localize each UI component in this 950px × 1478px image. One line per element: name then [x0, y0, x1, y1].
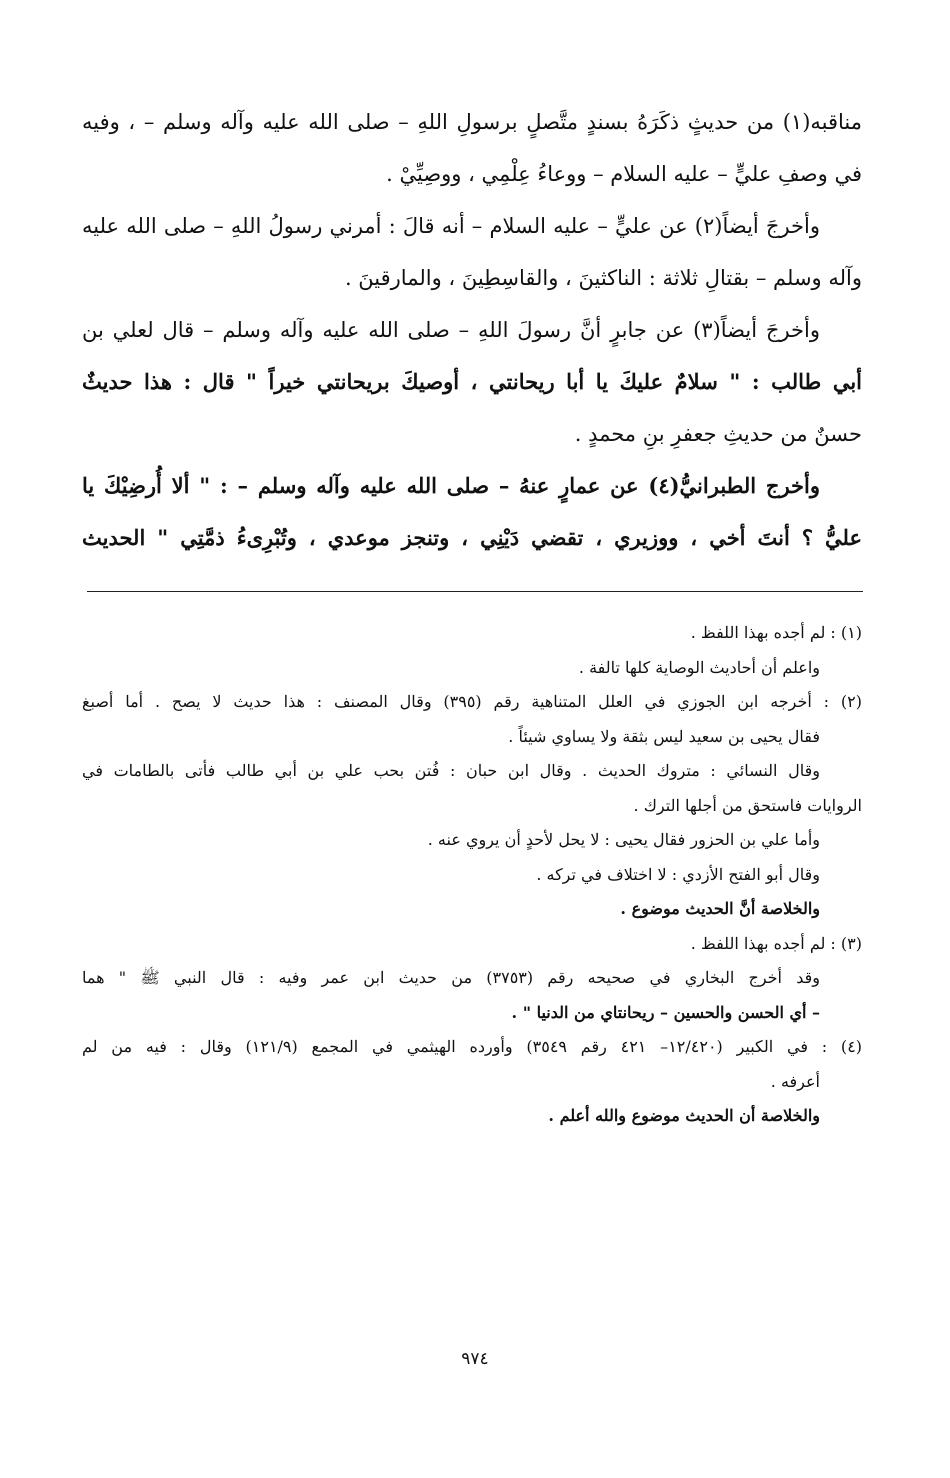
main-line-9 [82, 512, 862, 564]
footnote-line [82, 789, 862, 824]
footnote-line [82, 754, 862, 789]
main-text [82, 96, 862, 564]
footnote-line [82, 961, 862, 996]
main-line-3 [82, 200, 862, 252]
footnote-text: واعلم أن أحاديث الوصاية كلها تالفة . [578, 657, 820, 677]
line-text: وأخرجَ أيضاً(٣) عن جابرٍ أنَّ رسولَ اللهِ – صلى الله عليه وآله وسلم – قال لعلي بن [82, 318, 820, 342]
footnote-line [82, 996, 862, 1031]
main-line-5 [82, 304, 862, 356]
footnote-text: (٤) : في الكبير (١٢/٤٢٠– ٤٢١ رقم ٣٥٤٩) وأورده الهيثمي في المجمع (١٢١/٩) وقال : فيه من لم [82, 1037, 863, 1056]
footnote-line [82, 892, 862, 927]
line-text: عليُّ ؟ أنتَ أخي ، ووزيري ، تقضي دَيْنِي ، وتنجز موعدي ، وتُبْرِىءُ ذمَّتِي " الحديث [82, 525, 862, 550]
main-line-7 [82, 408, 862, 460]
footnote-text: والخلاصة أنَّ الحديث موضوع . [620, 899, 820, 918]
footnote-text: أعرفه . [770, 1071, 820, 1091]
footnote-text: وقال أبو الفتح الأزدي : لا اختلاف في تركه . [536, 864, 820, 884]
main-line-8 [82, 460, 862, 512]
footnote-line [82, 685, 862, 720]
footnote-text: وقد أخرج البخاري في صحيحه رقم (٣٧٥٣) من حديث ابن عمر وفيه : قال النبي ﷺ " هما [82, 968, 821, 987]
line-text: حسنٌ من حديثِ جعفرِ بنِ محمدٍ . [574, 422, 862, 446]
line-text: أبي طالب : " سلامٌ عليكَ يا أبا ريحانتي ، أوصيكَ بريحانتي خيراً " قال : هذا حديثٌ [82, 369, 862, 394]
footnote-line [82, 720, 862, 755]
line-text: وأخرج الطبرانيُّ(٤) عن عمارٍ عنهُ – صلى الله عليه وآله وسلم – : " ألا أُرضِيْكَ يا [82, 473, 820, 498]
footnote-line [82, 1099, 862, 1134]
line-text: وأخرجَ أيضاً(٢) عن عليٍّ – عليه السلام – أنه قالَ : أمرني رسولُ اللهِ – صلى الله عليه [82, 214, 820, 238]
footnote-text: فقال يحيى بن سعيد ليس بثقة ولا يساوي شيئاً . [508, 726, 820, 746]
footnote-line [82, 927, 862, 962]
footnote-line [82, 1030, 862, 1065]
footnote-text: وقال النسائي : متروك الحديث . وقال ابن حبان : فُتن بحب علي بن أبي طالب فأتى بالطامات في [82, 761, 820, 780]
footnote-line [82, 651, 862, 686]
footnote-text: (٣) : لم أجده بهذا اللفظ . [690, 933, 862, 953]
footnote-divider [87, 591, 863, 592]
line-text: في وصفِ عليٍّ – عليه السلام – ووعاءُ عِلْمِي ، ووصِيِّيْ . [386, 162, 862, 186]
footnote-text: والخلاصة أن الحديث موضوع والله أعلم . [548, 1106, 820, 1125]
footnote-text: الروايات فاستحق من أجلها الترك . [633, 795, 862, 815]
footnote-line [82, 1065, 862, 1100]
footnote-text: – أي الحسن والحسين – ريحانتاي من الدنيا " . [511, 1002, 820, 1022]
footnote-text: وأما علي بن الحزور فقال يحيى : لا يحل لأحدٍ أن يروي عنه . [427, 830, 820, 849]
main-line-2 [82, 148, 862, 200]
footnote-text: (١) : لم أجده بهذا اللفظ . [690, 623, 862, 642]
line-text: مناقبه(١) من حديثٍ ذكَرَهُ بسندٍ متَّصلٍ برسولِ اللهِ – صلى الله عليه وآله وسلم – ، وفيه [82, 110, 862, 134]
footnote-line [82, 823, 862, 858]
footnote-text: (٢) : أخرجه ابن الجوزي في العلل المتناهية رقم (٣٩٥) وقال المصنف : هذا حديث لا يصح . أما أصبغ [82, 692, 862, 711]
main-line-4 [82, 252, 862, 304]
footnote-line [82, 858, 862, 893]
footnote-line [82, 616, 862, 651]
main-line-6 [82, 356, 862, 408]
line-text: وآله وسلم – بقتالِ ثلاثة : الناكثينَ ، والقاسِطِينَ ، والمارقينَ . [344, 266, 862, 290]
page-number: ٩٧٤ [461, 1349, 489, 1369]
footnotes [82, 616, 862, 1134]
main-line-1 [82, 96, 862, 148]
